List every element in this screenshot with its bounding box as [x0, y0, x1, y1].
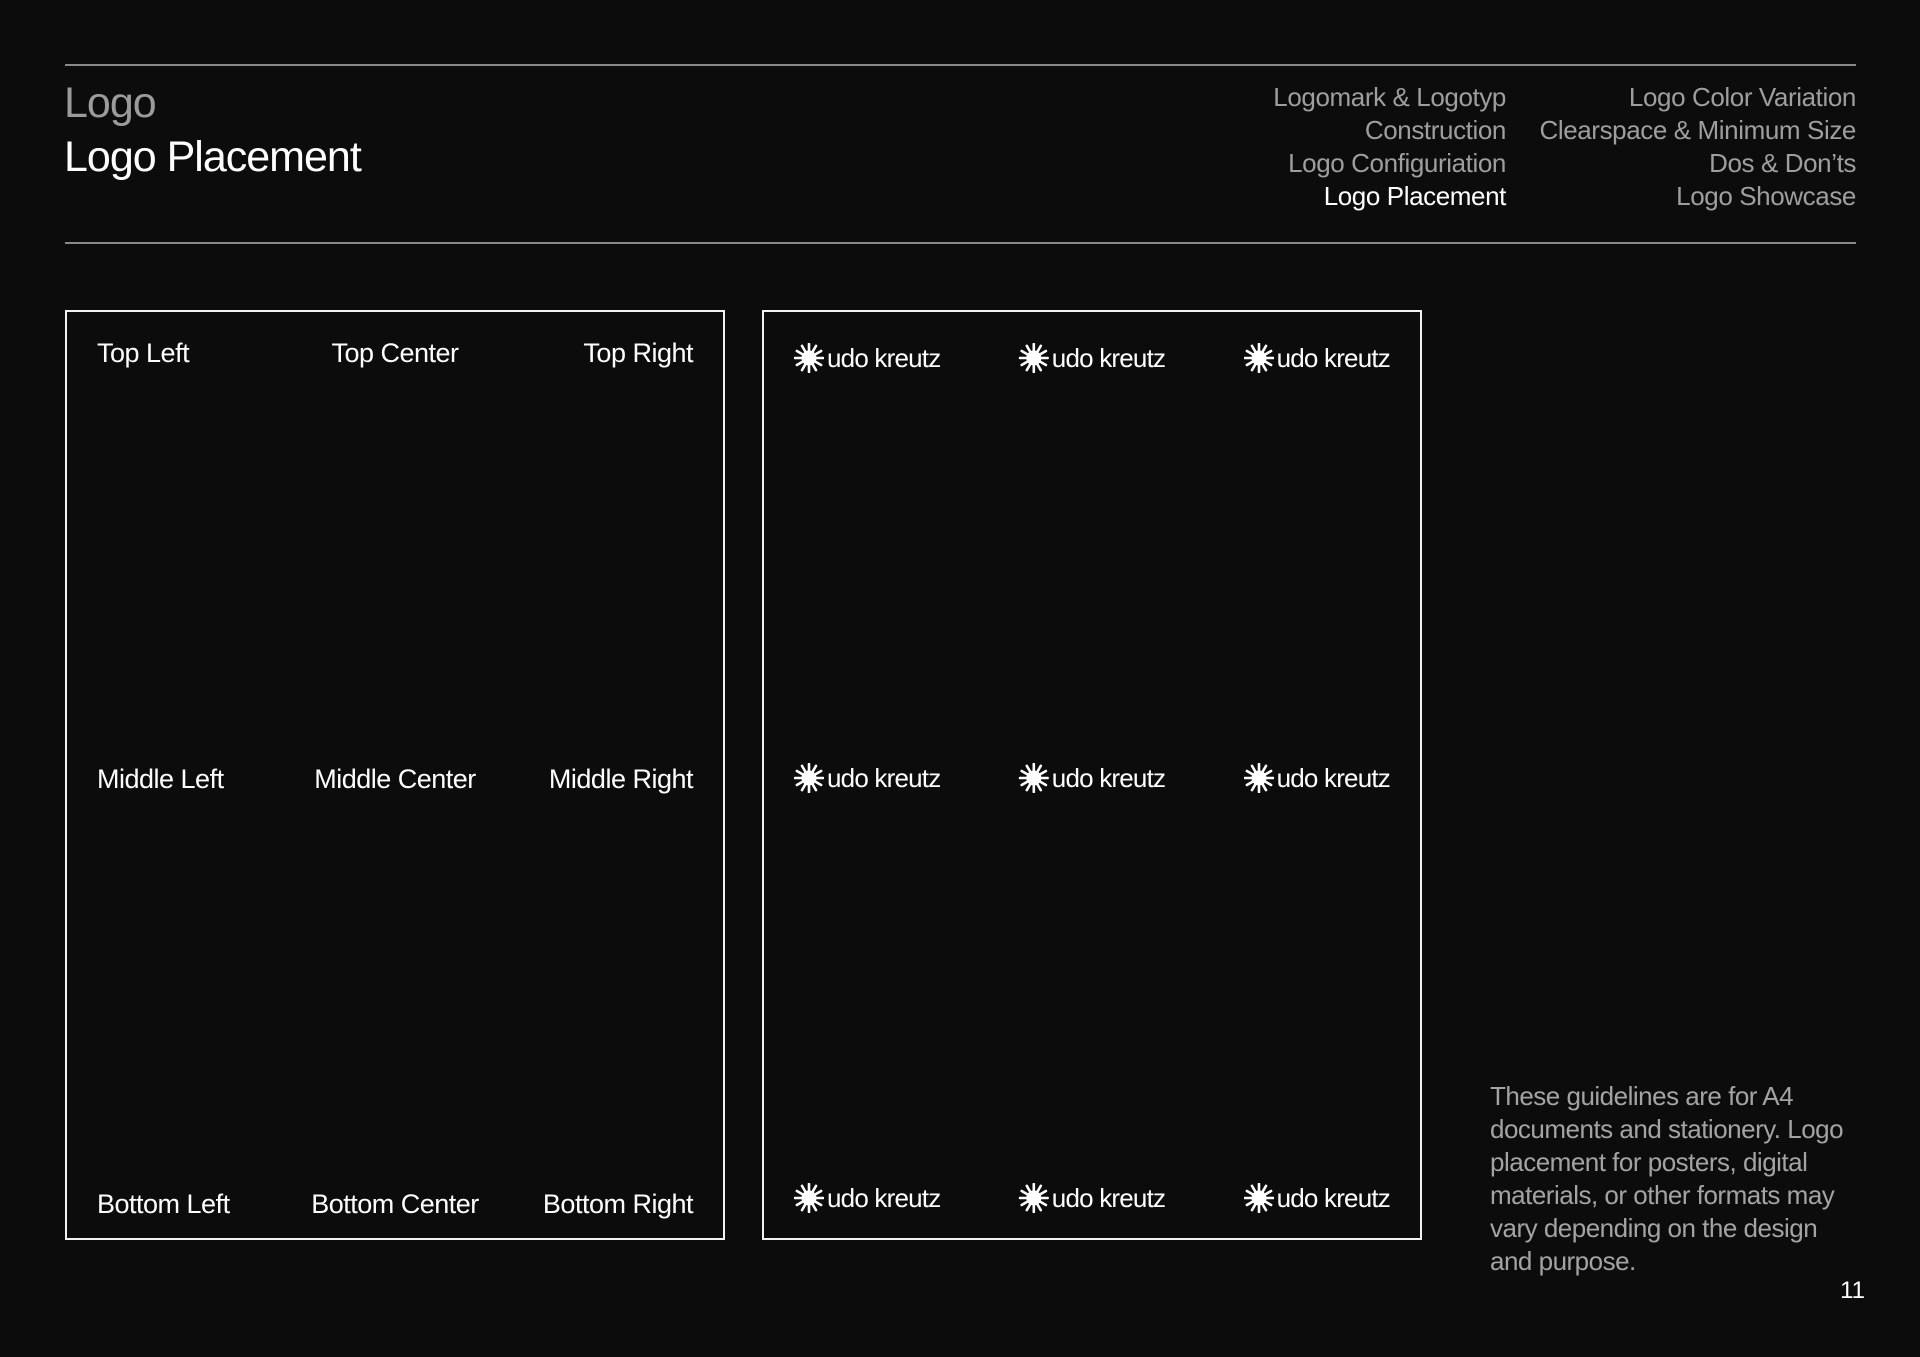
logo-wordmark: udo kreutz: [827, 763, 941, 793]
logo-wordmark: udo kreutz: [1276, 343, 1390, 373]
logo-top-center: [1019, 343, 1165, 373]
sunburst-icon: [1019, 343, 1049, 373]
logo-wordmark: udo kreutz: [1051, 763, 1166, 793]
logo-wordmark: udo kreutz: [827, 1183, 941, 1213]
label-bottom-center: Bottom Center: [311, 1189, 479, 1219]
section-nav-column-1: [1273, 81, 1506, 213]
sunburst-icon: [1244, 343, 1274, 373]
sunburst-icon: [1244, 1183, 1274, 1213]
logo-bottom-right: [1244, 1183, 1390, 1213]
label-top-right: Top Right: [583, 338, 693, 368]
logo-middle-center: [1019, 763, 1165, 793]
label-middle-left: Middle Left: [97, 764, 224, 794]
logo-wordmark: udo kreutz: [1276, 1183, 1390, 1213]
usage-note: These guidelines are for A4 documents and stationery. Logo placement for posters, digital materials, or other formats may vary depending on the design and purpose.: [1490, 1081, 1844, 1276]
logo-top-left: [794, 343, 940, 373]
sunburst-icon: [794, 1183, 824, 1213]
nav-item-construction[interactable]: Construction: [1364, 115, 1506, 145]
label-middle-center: Middle Center: [314, 764, 476, 794]
section-nav-column-2: [1539, 81, 1856, 213]
page-number: 11: [1840, 1277, 1865, 1304]
sunburst-icon: [794, 763, 824, 793]
nav-item-color-variation[interactable]: Logo Color Variation: [1628, 82, 1856, 112]
nav-item-clearspace[interactable]: Clearspace & Minimum Size: [1539, 115, 1856, 145]
logo-wordmark: udo kreutz: [827, 343, 941, 373]
logo-bottom-center: [1019, 1183, 1165, 1213]
logo-middle-right: [1244, 763, 1390, 793]
logo-top-right: [1244, 343, 1390, 373]
label-bottom-right: Bottom Right: [542, 1189, 693, 1219]
sunburst-icon: [1244, 763, 1274, 793]
placement-grid-logos: [762, 310, 1422, 1240]
label-top-center: Top Center: [331, 338, 459, 368]
nav-item-dos-donts[interactable]: Dos & Don’ts: [1709, 148, 1856, 178]
header-bottom-rule: [65, 242, 1856, 244]
label-top-left: Top Left: [97, 338, 190, 368]
label-middle-right: Middle Right: [548, 764, 693, 794]
page-heading: Logo Placement: [64, 133, 361, 181]
nav-item-logomark[interactable]: Logomark & Logotyp: [1273, 82, 1506, 112]
section-name: Logo: [64, 79, 156, 127]
logo-middle-left: [794, 763, 940, 793]
sunburst-icon: [1019, 763, 1049, 793]
placement-grid-labels: [65, 310, 725, 1240]
label-bottom-left: Bottom Left: [97, 1189, 230, 1219]
sunburst-icon: [794, 343, 824, 373]
nav-item-showcase[interactable]: Logo Showcase: [1676, 181, 1856, 211]
nav-item-placement[interactable]: Logo Placement: [1323, 181, 1506, 211]
logo-wordmark: udo kreutz: [1276, 763, 1390, 793]
page-title: [64, 76, 361, 184]
logo-wordmark: udo kreutz: [1051, 1183, 1166, 1213]
header-top-rule: [65, 64, 1856, 66]
logo-wordmark: udo kreutz: [1051, 343, 1166, 373]
logo-bottom-left: [794, 1183, 940, 1213]
sunburst-icon: [1019, 1183, 1049, 1213]
nav-item-configuration[interactable]: Logo Configuriation: [1288, 148, 1506, 178]
